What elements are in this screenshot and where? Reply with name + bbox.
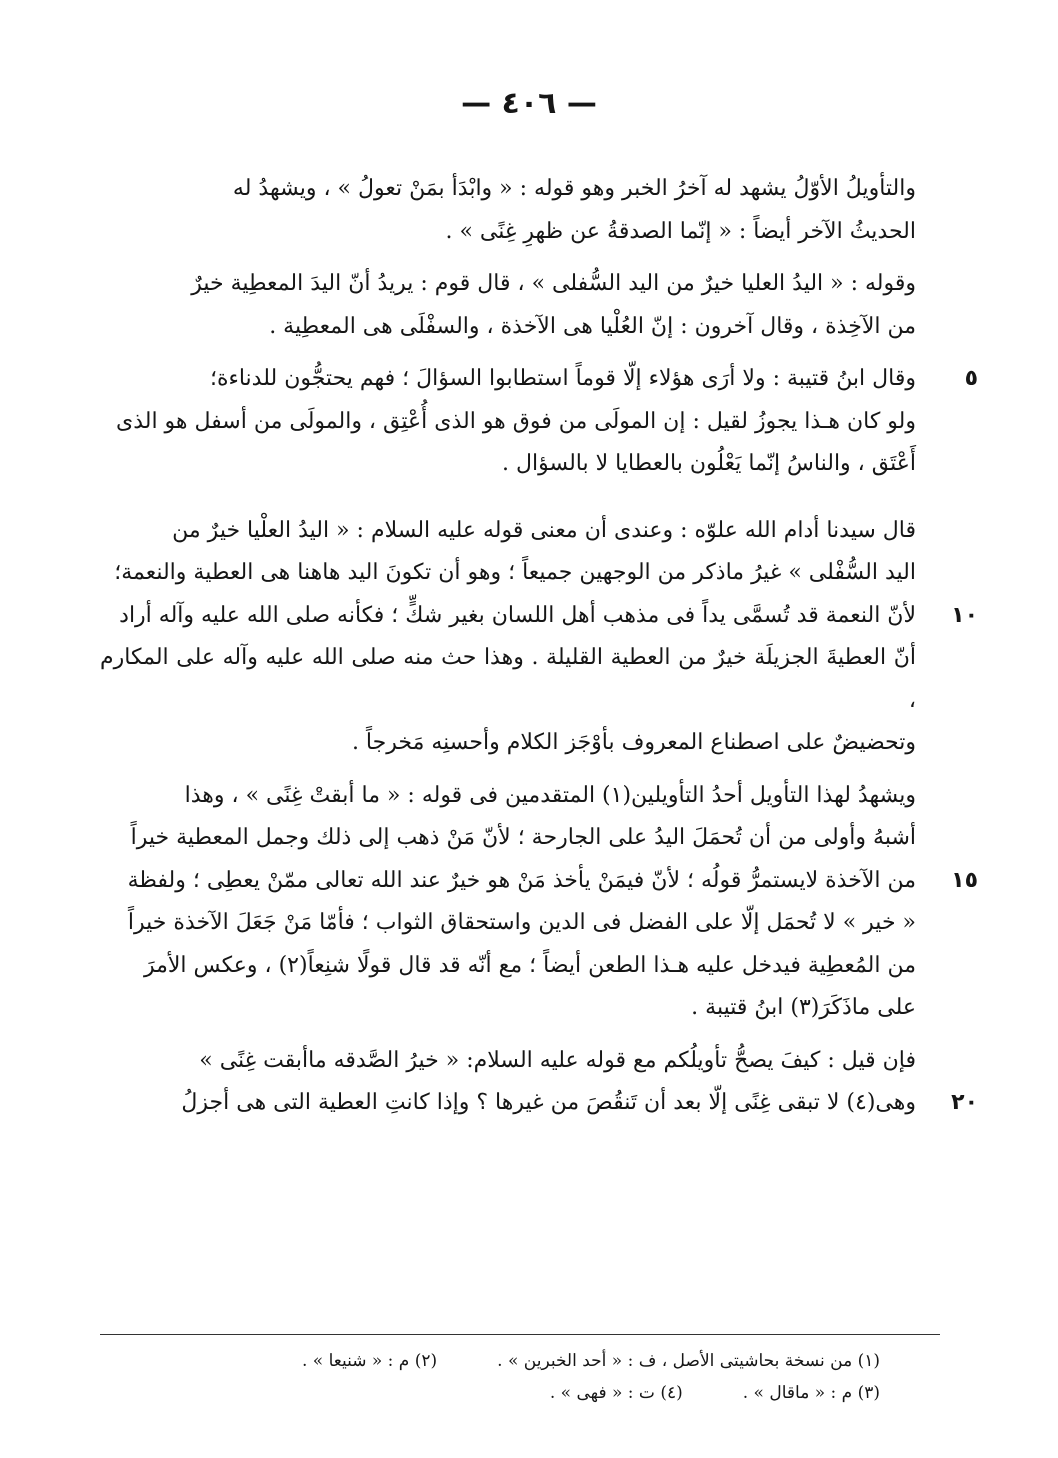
line-text: على ماذَكَرَ(٣) ابنُ قتيبة .	[691, 995, 916, 1020]
footnote-divider	[100, 1334, 940, 1335]
text-line	[100, 168, 916, 211]
paragraph	[100, 358, 978, 486]
text-line	[100, 637, 916, 722]
line-text: من الآخِذة ، وقال آخرون : إنّ العُلْيا هى الآخذة ، والسفْلَى هى المعطِية .	[269, 313, 916, 339]
text-line	[100, 211, 916, 254]
text-line	[100, 1082, 978, 1125]
line-number: ١٠	[951, 602, 978, 628]
line-text: وقال ابنُ قتيبة : ولا أرَى هؤلاء إلّا قوماً استطابوا السؤالَ ؛ فهم يحتجُّون للدناءة؛	[209, 366, 916, 391]
line-number: ٢٠	[951, 1090, 978, 1115]
page-number: — ٤٠٦ —	[461, 86, 597, 121]
line-text: أشبهُ وأولى من أن تُحمَلَ اليدُ على الجارحة ؛ لأنّ مَنْ ذهب إلى ذلك وجمل المعطية خيراً	[130, 825, 916, 850]
line-text: فإن قيل : كيفَ يصحُّ تأويلُكم مع قوله عليه السلام: « خيرُ الصَّدقه ماأبقت غِنًى »	[199, 1047, 916, 1073]
text-line	[100, 860, 978, 903]
text-line	[100, 945, 916, 988]
line-number: ١٥	[951, 867, 978, 893]
footnote: (١) من نسخة بحاشيتى الأصل ، ف : « أحد الخبرين » .	[497, 1351, 880, 1371]
footnote-row	[100, 1345, 880, 1377]
text-line	[100, 552, 916, 595]
line-text: أنّ العطيةَ الجزيلَة خيرٌ من العطية القليلة . وهذا حث منه صلى الله عليه وآله على المكارم ،	[100, 645, 916, 713]
line-text: من الآخذة لايستمرُّ قولُه ؛ لأنّ فيمَنْ يأخذ مَنْ هو خيرٌ عند الله تعالى ممّنْ يعطِى ؛ ولفظة	[127, 867, 916, 893]
line-text: وهى(٤) لا تبقى غِنًى إلّا بعد أن تَنقُصَ من غيرها ؟ وإذا كانتِ العطية التى هى أجزلُ	[181, 1090, 916, 1115]
text-line	[100, 595, 978, 638]
line-text: الحديثُ الآخر أيضاً : « إنّما الصدقةُ عن ظهرِ غِنًى » .	[445, 218, 916, 244]
footnote-row	[100, 1377, 880, 1409]
text-line	[100, 263, 916, 306]
text-line	[100, 443, 916, 486]
line-text: وتحضيضٌ على اصطناع المعروف بأوْجَز الكلام وأحسنِه مَخرجاً .	[351, 730, 916, 755]
text-line	[100, 722, 916, 765]
line-text: ولو كان هـذا يجوزُ لقيل : إن المولَى من فوق هو الذى أُعْتِق ، والمولَى من أسفل هو الذى	[115, 408, 916, 434]
text-line	[100, 358, 978, 401]
paragraph	[100, 1040, 978, 1125]
line-text: من المُعطِية فيدخل عليه هـذا الطعن أيضاً ؛ مع أنّه قد قال قولًا شنِعاً(٢) ، وعكس الأمرَ	[143, 952, 916, 978]
footnote: (٢) م : « شنيعا » .	[301, 1351, 438, 1371]
line-text: لأنّ النعمة قد تُسمَّى يداً فى مذهب أهل اللسان بغير شكٍّ ؛ فكأنه صلى الله عليه وآله أراد	[119, 602, 916, 628]
line-text: « خير » لا تُحمَل إلّا على الفضل فى الدين واستحقاق الثواب ؛ فأمّا مَنْ جَعَلَ الآخذة خيراً	[127, 910, 916, 935]
text-line	[100, 401, 916, 444]
text-line	[100, 510, 916, 553]
text-line	[100, 1040, 916, 1083]
line-text: أَعْتَق ، والناسُ إنّما يَعْلُون بالعطايا لا بالسؤال .	[502, 451, 916, 476]
paragraph	[100, 168, 916, 253]
line-text: والتأويلُ الأوّلُ يشهد له آخرُ الخبر وهو قوله : « وابْدَأ بمَنْ تعولُ » ، ويشهدُ له	[232, 176, 916, 201]
text-line	[100, 902, 916, 945]
paragraph	[100, 510, 978, 765]
line-text: وقوله : « اليدُ العليا خيرٌ من اليد السُّفلى » ، قال قوم : يريدُ أنّ اليدَ المعطِية خيرٌ	[191, 271, 916, 296]
body-text	[100, 168, 978, 1135]
text-line	[100, 306, 916, 349]
paragraph	[100, 263, 916, 348]
text-line	[100, 987, 916, 1030]
footnotes	[100, 1345, 880, 1409]
footnote: (٤) ت : « فهى » .	[549, 1383, 683, 1403]
text-line	[100, 775, 916, 818]
footnote: (٣) م : « ماقال » .	[742, 1383, 880, 1403]
line-number: ٥	[964, 366, 978, 391]
line-text: اليد السُّفْلى » غيرُ ماذكر من الوجهين جميعاً ؛ وهو أن تكونَ اليد هاهنا هى العطية والنعمة؛	[114, 560, 916, 585]
text-line	[100, 817, 916, 860]
line-text: قال سيدنا أدام الله علوّه : وعندى أن معنى قوله عليه السلام : « اليدُ العلْيا خيرٌ من	[172, 517, 916, 543]
line-text: ويشهدُ لهذا التأويل أحدُ التأويلين(١) المتقدمين فى قوله : « ما أبقتْ غِنًى » ، وهذا	[184, 782, 916, 808]
paragraph	[100, 775, 978, 1030]
